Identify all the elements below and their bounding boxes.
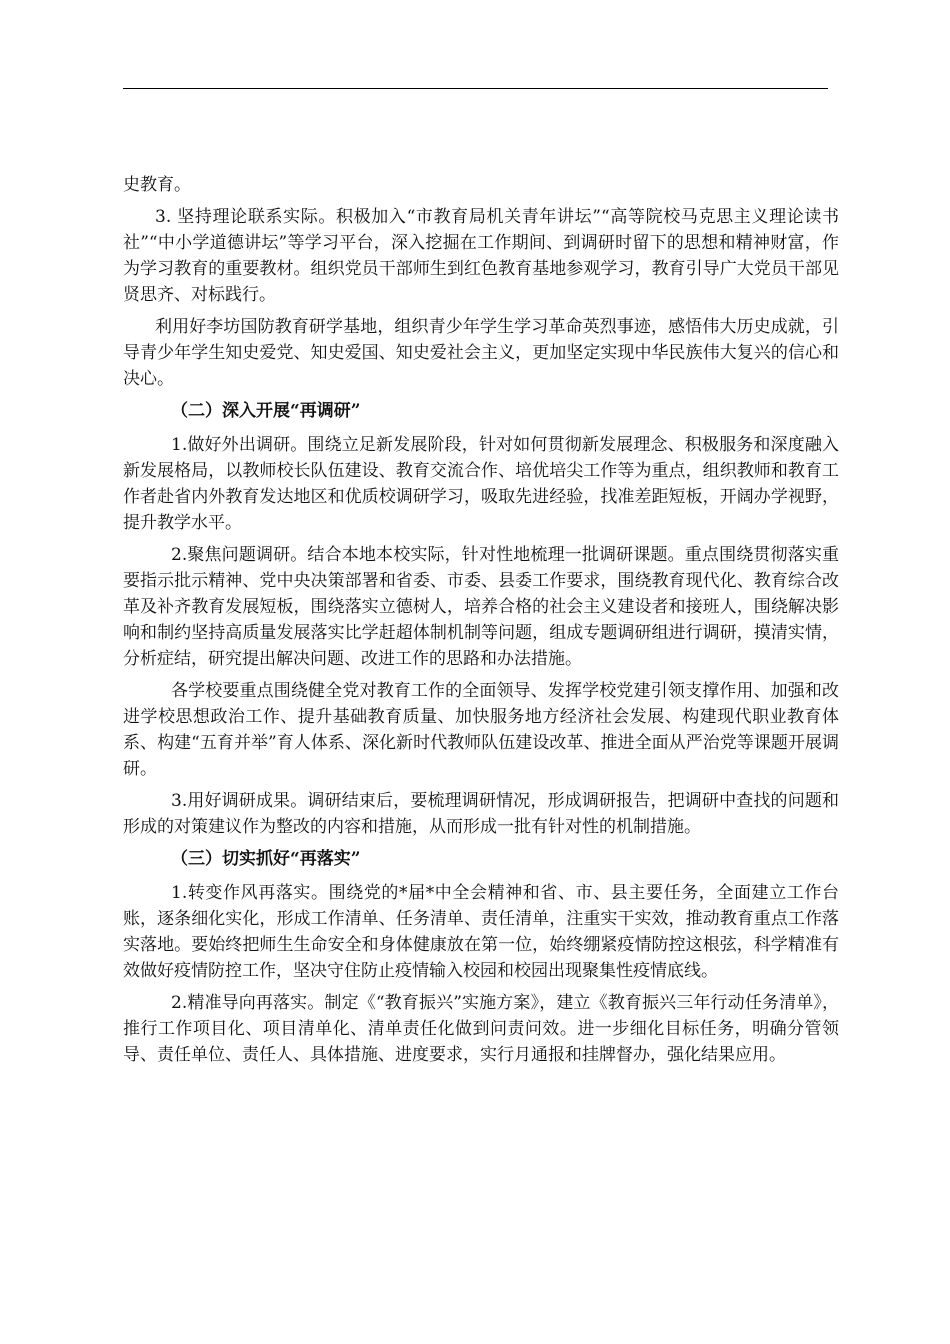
document-body	[123, 172, 839, 1074]
paragraph: 利用好李坊国防教育研学基地，组织青少年学生学习革命英烈事迹，感悟伟大历史成就，引导青少年学生知史爱党、知史爱国、知史爱社会主义，更加坚定实现中华民族伟大复兴的信心和决心。	[123, 317, 839, 389]
paragraph: 1.做好外出调研。围绕立足新发展阶段，针对如何贯彻新发展理念、积极服务和深度融入新发展格局，以教师校长队伍建设、教育交流合作、培优培尖工作等为重点，组织教师和教育工作者赴省内外教育发达地区和优质校调研学习，吸取先进经验，找准差距短板，开阔办学视野，提升教学水平。	[123, 435, 839, 533]
paragraph: 1.转变作风再落实。围绕党的*届*中全会精神和省、市、县主要任务，全面建立工作台账，逐条细化实化，形成工作清单、任务清单、责任清单，注重实干实效，推动教育重点工作落实落地。要始终把师生生命安全和身体健康放在第一位，始终绷紧疫情防控这根弦，科学精准有效做好疫情防控工作，坚决守住防止疫情输入校园和校园出现聚集性疫情底线。	[123, 883, 839, 981]
paragraph: 2.聚焦问题调研。结合本地本校实际，针对性地梳理一批调研课题。重点围绕贯彻落实重要指示批示精神、党中央决策部署和省委、市委、县委工作要求，围绕教育现代化、教育综合改革及补齐教育发展短板，围绕落实立德树人，培养合格的社会主义建设者和接班人，围绕解决影响和制约坚持高质量发展落实比学赶超体制机制等问题，组成专题调研组进行调研，摸清实情，分析症结，研究提出解决问题、改进工作的思路和办法措施。	[123, 545, 839, 669]
section-heading: （三）切实抓好“再落实”	[171, 849, 361, 869]
header-rule	[123, 88, 828, 89]
paragraph: 3. 坚持理论联系实际。积极加入“市教育局机关青年讲坛”“高等院校马克思主义理论读书社”“中小学道德讲坛”等学习平台，深入挖掘在工作期间、到调研时留下的思想和精神财富，作为学习教育的重要教材。组织党员干部师生到红色教育基地参观学习，教育引导广大党员干部见贤思齐、对标践行。	[123, 207, 839, 305]
section-heading: （二）深入开展“再调研”	[171, 401, 361, 421]
paragraph: 各学校要重点围绕健全党对教育工作的全面领导、发挥学校党建引领支撑作用、加强和改进学校思想政治工作、提升基础教育质量、加快服务地方经济社会发展、构建现代职业教育体系、构建“五育并举”育人体系、深化新时代教师队伍建设改革、推进全面从严治党等课题开展调研。	[123, 681, 839, 779]
paragraph: 3.用好调研成果。调研结束后，要梳理调研情况，形成调研报告，把调研中查找的问题和形成的对策建议作为整改的内容和措施，从而形成一批有针对性的机制措施。	[123, 791, 839, 837]
paragraph: 史教育。	[123, 175, 191, 195]
paragraph: 2.精准导向再落实。制定《“教育振兴”实施方案》，建立《教育振兴三年行动任务清单》，推行工作项目化、项目清单化、清单责任化做到问责问效。进一步细化目标任务，明确分管领导、责任单位、责任人、具体措施、进度要求，实行月通报和挂牌督办，强化结果应用。	[123, 993, 839, 1065]
